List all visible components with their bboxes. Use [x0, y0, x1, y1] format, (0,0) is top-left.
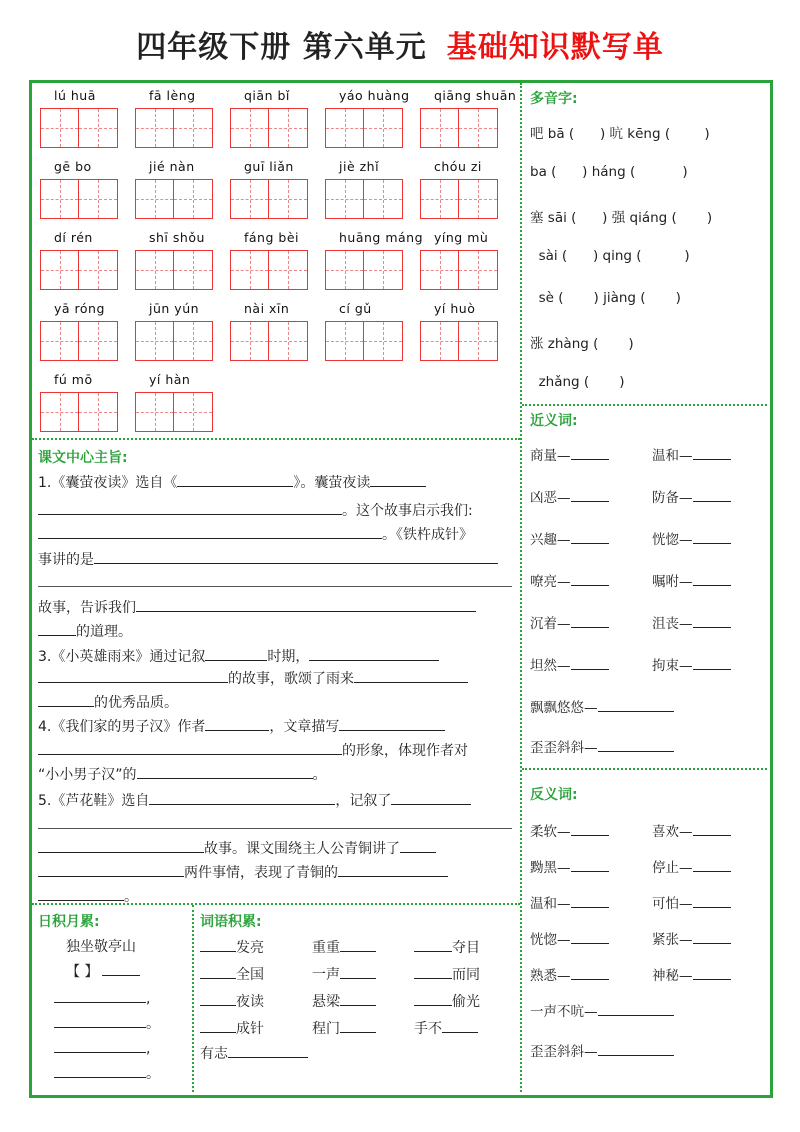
kewen-text: 的优秀品质。 — [94, 695, 178, 711]
kewen-text: 1.《囊萤夜读》选自《 — [38, 475, 178, 491]
ciyu-word: 重重 — [312, 940, 340, 956]
word-pair — [530, 486, 609, 506]
grid-cell — [136, 180, 174, 218]
answer-blank — [693, 445, 731, 460]
answer-blank — [693, 613, 731, 628]
grid-cell — [269, 180, 307, 218]
grid-cell — [459, 180, 497, 218]
duoyin-line: 塞 sāi ( ) 强 qiáng ( ) — [530, 210, 713, 226]
fanyi-heading: 反义词: — [530, 787, 578, 803]
word-pair — [652, 820, 731, 840]
kewen-heading: 课文中心主旨: — [38, 450, 128, 466]
ciyu-word: 偷光 — [452, 994, 480, 1010]
word-pair — [530, 856, 609, 876]
duoyin-line: zhǎng ( ) — [530, 374, 625, 390]
riji-heading: 日积月累: — [38, 914, 100, 930]
writing-grid — [325, 179, 403, 219]
pinyin-label: fā lèng — [149, 88, 196, 103]
answer-blank — [414, 937, 452, 952]
answer-blank — [340, 1018, 376, 1033]
writing-grid — [135, 392, 213, 432]
word-pair — [530, 1040, 674, 1060]
kewen-text: 。《铁杵成针》 — [382, 527, 473, 543]
jinyi-word: 恍惚— — [652, 532, 693, 548]
ciyu-word: 一声 — [312, 967, 340, 983]
answer-blank — [54, 1013, 146, 1028]
word-pair — [530, 654, 609, 674]
kewen-text: 》。囊萤夜读 — [293, 475, 371, 491]
duoyin-line: 涨 zhàng ( ) — [530, 336, 634, 352]
pinyin-label: fú mō — [54, 372, 93, 387]
writing-grid — [420, 321, 498, 361]
kewen-text: 。这个故事启示我们: — [342, 503, 473, 519]
answer-blank — [598, 1041, 674, 1056]
punctuation: , — [146, 1041, 151, 1057]
divider — [32, 438, 520, 440]
grid-cell — [421, 251, 459, 289]
jinyi-word: 沉着— — [530, 616, 571, 632]
pinyin-label: qiāng shuān — [434, 88, 517, 103]
ciyu-item — [312, 1018, 376, 1038]
grid-cell — [41, 109, 79, 147]
pinyin-label: guī liǎn — [244, 159, 294, 174]
kewen-text: 的故事，歌颂了雨来 — [228, 671, 354, 687]
answer-blank — [571, 655, 609, 670]
pinyin-label: yí huò — [434, 301, 476, 316]
writing-grid — [40, 179, 118, 219]
word-pair — [652, 856, 731, 876]
writing-grid — [40, 108, 118, 148]
grid-cell — [421, 180, 459, 218]
answer-blank — [693, 965, 731, 980]
answer-blank — [340, 937, 376, 952]
poem-line — [54, 988, 150, 1007]
writing-grid — [230, 108, 308, 148]
punctuation: 。 — [146, 1066, 160, 1082]
jinyi-word: 凶恶— — [530, 490, 571, 506]
duoyin-line: sè ( ) jiàng ( ) — [530, 290, 681, 306]
grid-cell — [326, 322, 364, 360]
ciyu-item — [414, 991, 480, 1011]
grid-cell — [174, 109, 212, 147]
grid-cell — [136, 251, 174, 289]
ciyu-word: 全国 — [236, 967, 264, 983]
writing-grid — [325, 250, 403, 290]
answer-blank — [571, 893, 609, 908]
answer-blank — [693, 857, 731, 872]
grid-cell — [136, 109, 174, 147]
ciyu-word: 成针 — [236, 1021, 264, 1037]
word-pair — [530, 892, 609, 912]
duoyin-heading: 多音字: — [530, 91, 578, 107]
word-pair — [530, 928, 609, 948]
column-divider — [520, 83, 522, 1092]
answer-blank — [442, 1018, 478, 1033]
pinyin-label: cí gǔ — [339, 301, 372, 316]
answer-blank — [200, 1018, 236, 1033]
grid-cell — [459, 109, 497, 147]
fanyi-word: 神秘— — [652, 968, 693, 984]
grid-cell — [41, 393, 79, 431]
divider — [192, 905, 194, 1092]
word-pair — [530, 612, 609, 632]
grid-cell — [174, 393, 212, 431]
jinyi-word: 沮丧— — [652, 616, 693, 632]
grid-cell — [174, 251, 212, 289]
word-pair — [652, 528, 731, 548]
pinyin-label: yáo huàng — [339, 88, 410, 103]
pinyin-label: yíng mù — [434, 230, 489, 245]
answer-blank — [571, 929, 609, 944]
fanyi-word: 紧张— — [652, 932, 693, 948]
pinyin-label: dí rén — [54, 230, 93, 245]
ciyu-item — [200, 937, 264, 957]
answer-blank — [54, 1063, 146, 1078]
ciyu-item — [312, 937, 376, 957]
grid-cell — [269, 109, 307, 147]
pinyin-label: chóu zi — [434, 159, 482, 174]
grid-cell — [136, 322, 174, 360]
answer-blank — [340, 991, 376, 1006]
grid-cell — [421, 322, 459, 360]
writing-grid — [230, 321, 308, 361]
pinyin-label: yí hàn — [149, 372, 191, 387]
writing-grid — [135, 108, 213, 148]
poem-title: 独坐敬亭山 — [66, 939, 136, 955]
answer-blank — [693, 529, 731, 544]
grid-cell — [79, 322, 117, 360]
jinyi-word: 坦然— — [530, 658, 571, 674]
answer-blank — [200, 937, 236, 952]
pinyin-label: jié nàn — [149, 159, 195, 174]
poem-line — [54, 1013, 160, 1033]
writing-grid — [230, 250, 308, 290]
answer-blank — [571, 613, 609, 628]
ciyu-heading: 词语积累: — [200, 914, 262, 930]
answer-blank — [693, 487, 731, 502]
pinyin-label: lú huā — [54, 88, 96, 103]
fanyi-word: 可怕— — [652, 896, 693, 912]
ciyu-item — [200, 991, 264, 1011]
duoyin-line: 吧 bā ( ) 吭 kēng ( ) — [530, 126, 710, 142]
grid-cell — [41, 180, 79, 218]
kewen-text: 4.《我们家的男子汉》作者 — [38, 719, 206, 735]
poem-author — [66, 961, 140, 981]
jinyi-word: 嘱咐— — [652, 574, 693, 590]
jinyi-word: 嘹亮— — [530, 574, 571, 590]
pinyin-label: jiè zhǐ — [339, 159, 380, 174]
word-pair — [652, 486, 731, 506]
word-pair — [652, 654, 731, 674]
ciyu-word: 程门 — [312, 1021, 340, 1037]
answer-blank — [200, 991, 236, 1006]
punctuation: 。 — [146, 1016, 160, 1032]
grid-cell — [231, 180, 269, 218]
jinyi-heading: 近义词: — [530, 413, 578, 429]
answer-blank — [693, 821, 731, 836]
poem-line — [54, 1063, 160, 1083]
kewen-text: 的形象，体现作者对 — [342, 743, 468, 759]
answer-blank — [598, 697, 674, 712]
word-pair — [652, 612, 731, 632]
grid-cell — [421, 109, 459, 147]
grid-cell — [269, 322, 307, 360]
jinyi-word: 防备— — [652, 490, 693, 506]
word-pair — [652, 928, 731, 948]
word-pair — [652, 570, 731, 590]
grid-cell — [174, 180, 212, 218]
kewen-text: 。 — [312, 767, 327, 783]
answer-blank — [340, 964, 376, 979]
ciyu-item — [200, 964, 264, 984]
writing-grid — [325, 321, 403, 361]
grid-cell — [79, 109, 117, 147]
jinyi-word: 温和— — [652, 448, 693, 464]
writing-grid — [420, 250, 498, 290]
ciyu-item — [414, 964, 480, 984]
title-main: 四年级下册 第六单元 — [136, 30, 427, 65]
ciyu-word: 手不 — [414, 1021, 442, 1037]
grid-cell — [79, 180, 117, 218]
ciyu-word: 而同 — [452, 967, 480, 983]
answer-blank — [200, 964, 236, 979]
answer-blank — [693, 571, 731, 586]
poem-line — [54, 1038, 150, 1057]
writing-grid — [325, 108, 403, 148]
writing-grid — [40, 392, 118, 432]
fanyi-word: 黝黑— — [530, 860, 571, 876]
answer-blank — [571, 487, 609, 502]
fanyi-word: 停止— — [652, 860, 693, 876]
fanyi-word: 熟悉— — [530, 968, 571, 984]
word-pair — [530, 1000, 674, 1020]
fanyi-word: 歪歪斜斜— — [530, 1044, 598, 1060]
title-red: 基础知识默写单 — [446, 30, 664, 65]
grid-cell — [79, 251, 117, 289]
answer-blank — [693, 893, 731, 908]
duoyin-line: ba ( ) háng ( ) — [530, 164, 688, 180]
writing-grid — [420, 179, 498, 219]
pinyin-label: fáng bèi — [244, 230, 299, 245]
writing-grid — [135, 250, 213, 290]
pinyin-label: gē bo — [54, 159, 92, 174]
word-pair — [652, 892, 731, 912]
grid-cell — [231, 109, 269, 147]
kewen-text: ，文章描写 — [269, 719, 340, 735]
page-title — [0, 22, 800, 66]
grid-cell — [41, 322, 79, 360]
ciyu-word: 有志 — [200, 1046, 228, 1062]
jinyi-word: 商量— — [530, 448, 571, 464]
answer-blank — [414, 991, 452, 1006]
answer-blank — [54, 988, 146, 1003]
kewen-text: 事讲的是 — [38, 552, 94, 568]
grid-cell — [364, 322, 402, 360]
answer-blank — [571, 965, 609, 980]
jinyi-word: 拘束— — [652, 658, 693, 674]
ciyu-item — [200, 1018, 264, 1038]
ciyu-word: 发亮 — [236, 940, 264, 956]
writing-grid — [40, 250, 118, 290]
answer-blank — [571, 445, 609, 460]
divider — [522, 404, 767, 406]
ciyu-item — [312, 991, 376, 1011]
word-pair — [530, 528, 609, 548]
answer-blank — [693, 655, 731, 670]
word-pair — [530, 820, 609, 840]
answer-blank — [693, 929, 731, 944]
grid-cell — [364, 109, 402, 147]
fanyi-word: 恍惚— — [530, 932, 571, 948]
kewen-text: 故事，告诉我们 — [38, 600, 136, 616]
pinyin-label: jūn yún — [149, 301, 200, 316]
grid-cell — [364, 251, 402, 289]
pinyin-label: huāng máng — [339, 230, 424, 245]
word-pair — [652, 964, 731, 984]
ciyu-last — [200, 1043, 308, 1063]
ciyu-item — [414, 1018, 478, 1038]
pinyin-label: yā róng — [54, 301, 105, 316]
grid-cell — [364, 180, 402, 218]
punctuation: , — [146, 991, 151, 1007]
word-pair — [530, 964, 609, 984]
grid-cell — [459, 251, 497, 289]
word-pair — [530, 736, 674, 756]
jinyi-word: 兴趣— — [530, 532, 571, 548]
answer-blank — [598, 737, 674, 752]
fanyi-word: 一声不吭— — [530, 1004, 598, 1020]
writing-grid — [135, 321, 213, 361]
duoyin-line: sài ( ) qing ( ) — [530, 248, 690, 264]
answer-blank — [571, 571, 609, 586]
kewen-text: 3.《小英雄雨来》通过记叙 — [38, 649, 206, 665]
writing-grid — [420, 108, 498, 148]
writing-grid — [40, 321, 118, 361]
ciyu-word: 夜读 — [236, 994, 264, 1010]
grid-cell — [41, 251, 79, 289]
grid-cell — [269, 251, 307, 289]
pinyin-label: qiān bǐ — [244, 88, 290, 103]
grid-cell — [326, 251, 364, 289]
jinyi-word: 飘飘悠悠— — [530, 700, 598, 716]
divider — [522, 768, 767, 770]
grid-cell — [79, 393, 117, 431]
word-pair — [530, 570, 609, 590]
kewen-text: “小小男子汉”的 — [38, 767, 137, 783]
answer-blank — [571, 821, 609, 836]
jinyi-word: 歪歪斜斜— — [530, 740, 598, 756]
ciyu-item — [414, 937, 480, 957]
fanyi-word: 温和— — [530, 896, 571, 912]
grid-cell — [459, 322, 497, 360]
grid-cell — [231, 251, 269, 289]
writing-grid — [135, 179, 213, 219]
kewen-text: 。 — [124, 889, 138, 905]
grid-cell — [136, 393, 174, 431]
kewen-text: 时期， — [267, 649, 310, 665]
word-pair — [530, 444, 609, 464]
pinyin-label: shī shǒu — [149, 230, 205, 245]
kewen-text: 的道理。 — [76, 624, 132, 640]
bracket: 【 】 — [66, 964, 99, 980]
kewen-text: 故事。课文围绕主人公青铜讲了 — [204, 841, 400, 857]
answer-blank — [571, 857, 609, 872]
fanyi-word: 柔软— — [530, 824, 571, 840]
word-pair — [530, 696, 674, 716]
answer-blank — [571, 529, 609, 544]
fanyi-word: 喜欢— — [652, 824, 693, 840]
ciyu-word: 夺目 — [452, 940, 480, 956]
answer-blank — [598, 1001, 674, 1016]
ciyu-item — [312, 964, 376, 984]
grid-cell — [174, 322, 212, 360]
word-pair — [652, 444, 731, 464]
pinyin-label: nài xīn — [244, 301, 290, 316]
kewen-text: 两件事情，表现了青铜的 — [184, 865, 338, 881]
ciyu-word: 悬梁 — [312, 994, 340, 1010]
kewen-text: 5.《芦花鞋》选自 — [38, 793, 150, 809]
grid-cell — [326, 109, 364, 147]
writing-grid — [230, 179, 308, 219]
grid-cell — [326, 180, 364, 218]
answer-blank — [414, 964, 452, 979]
grid-cell — [231, 322, 269, 360]
kewen-text: ，记叙了 — [335, 793, 392, 809]
answer-blank — [54, 1038, 146, 1053]
